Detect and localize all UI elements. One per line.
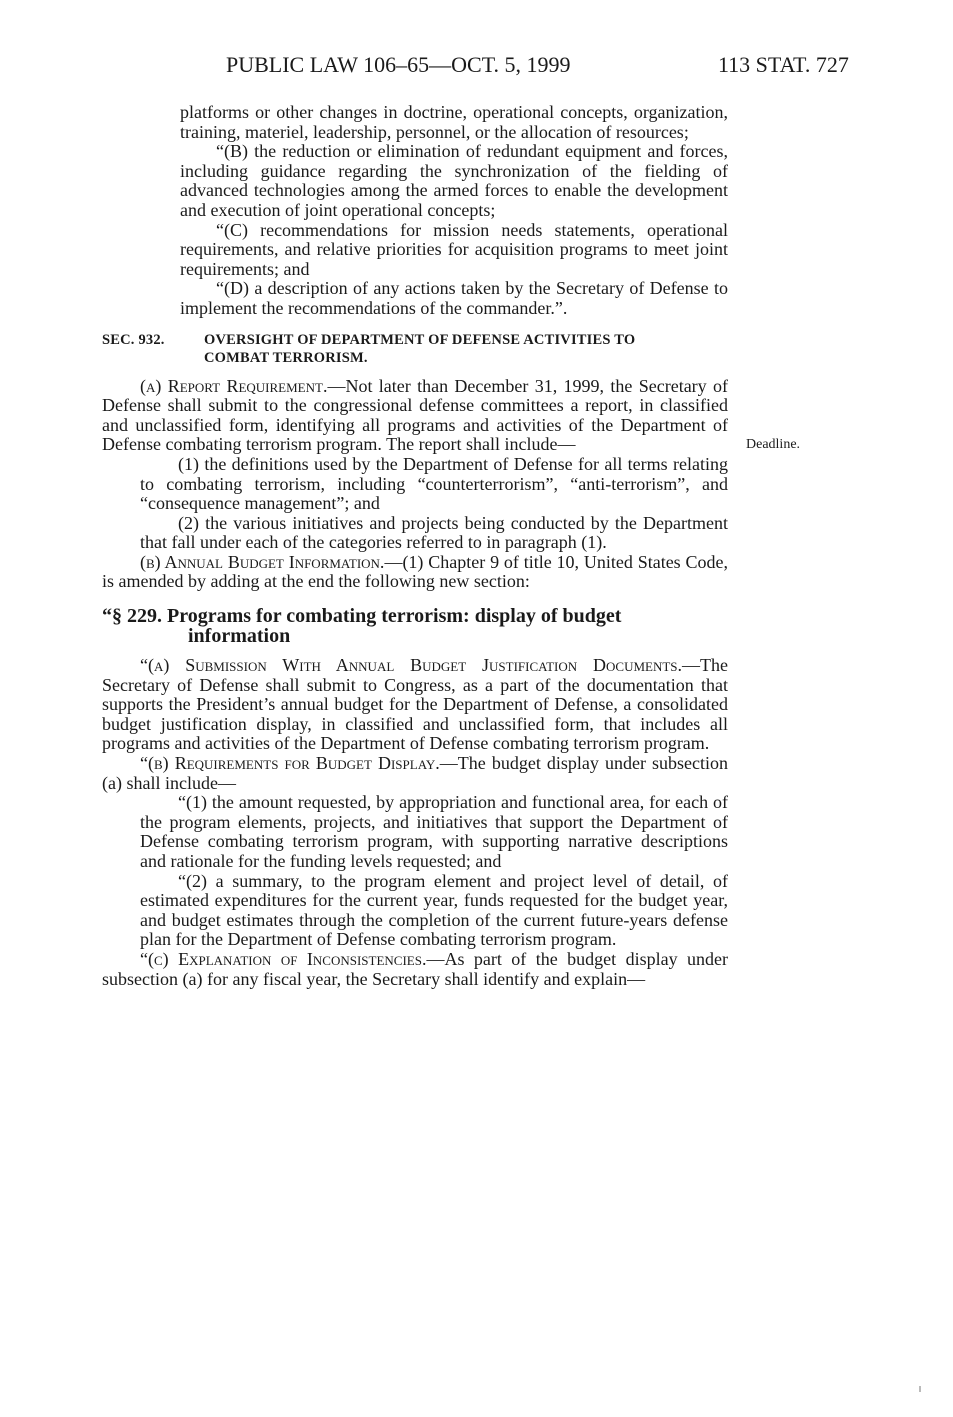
paragraph-2: (2) the various initiatives and projects being conducted by the Department that fall under each of the categories referred to in paragraph (1).: [140, 512, 728, 553]
new-subsection-a-text: —The Secretary of Defense shall submit to Congress, as a part of the documentation that supports the President’s annual budget for the Department of Defense, a consolidated budget justification display, in classified and unclassified form, that includes all programs and activities of the Department of Defense combating terrorism program.: [102, 655, 728, 754]
new-paragraph-2: “(2) a summary, to the program element and project level of detail, of estimated expenditures for the current year, funds requested for the budget year, and budget estimates through the completion of the current future-years defense plan for the Department of Defense combating terrorism program.: [140, 870, 728, 950]
section-title-line1: OVERSIGHT OF DEPARTMENT OF DEFENSE ACTIVITIES TO: [204, 331, 636, 348]
new-section-heading: [102, 606, 728, 646]
subsection-b: [102, 553, 728, 592]
paragraph-1: (1) the definitions used by the Department of Defense for all terms relating to combating terrorism, including “counterterrorism”, “anti-terrorism”, and “consequence management”; and: [140, 453, 728, 514]
section-heading: [102, 331, 728, 367]
scan-speck: [919, 1386, 921, 1392]
new-subsection-c-text: —As part of the budget display under subsection (a) for any fiscal year, the Secretary shall identify and explain—: [102, 948, 728, 989]
new-section-heading-line1: “§ 229. Programs for combating terrorism: display of budget: [102, 605, 622, 628]
subparagraph-b: “(B) the reduction or elimination of redundant equipment and forces, including guidance regarding the synchronization of the fielding of advanced technologies among the armed forces to enable the development and execution of joint operational concepts;: [180, 141, 728, 220]
new-subsection-c-heading: “(c) Explanation of Inconsistencies.: [140, 948, 427, 969]
subparagraph-d: “(D) a description of any actions taken by the Secretary of Defense to implement the recommendations of the commander.”.: [180, 278, 728, 318]
subsection-a: [102, 377, 728, 455]
subsection-a-heading: (a) Report Requirement.: [140, 375, 328, 396]
body-text: [102, 103, 728, 989]
header-page-number: 113 STAT. 727: [718, 52, 849, 77]
section-number: SEC. 932.: [102, 331, 165, 348]
new-paragraph-1: “(1) the amount requested, by appropriation and functional area, for each of the program elements, projects, and initiatives that support the Department of Defense combating terrorism program, with supporting narrative descriptions and rationale for the funding levels requested; and: [140, 792, 728, 871]
running-header: [0, 52, 953, 82]
margin-note-deadline: Deadline.: [746, 437, 801, 452]
subsection-a-text: —Not later than December 31, 1999, the Secretary of Defense shall submit to the congressional defense committees a report, in classified and unclassified form, identifying all programs and activities of the Department of Defense combating terrorism program. The report shall include—: [102, 375, 729, 455]
continued-paragraph: platforms or other changes in doctrine, operational concepts, organization, training, materiel, leadership, personnel, or the allocation of resources;: [180, 102, 728, 142]
header-citation: PUBLIC LAW 106–65—OCT. 5, 1999: [226, 52, 571, 77]
subparagraph-c: “(C) recommendations for mission needs statements, operational requirements, and relative priorities for acquisition programs to meet joint requirements; and: [180, 219, 728, 279]
subsection-b-heading: (b) Annual Budget Information.: [140, 551, 385, 572]
new-subsection-a: [102, 656, 728, 754]
new-subsection-b-text: —The budget display under subsection (a) shall include—: [102, 753, 728, 793]
new-subsection-c: [102, 950, 728, 989]
new-subsection-b-heading: “(b) Requirements for Budget Display.: [140, 753, 440, 774]
section-title-line2: COMBAT TERRORISM.: [204, 349, 368, 366]
new-section-heading-line2: information: [188, 625, 291, 648]
subsection-b-text: —(1) Chapter 9 of title 10, United States Code, is amended by adding at the end the following new section:: [102, 551, 729, 592]
new-subsection-b: [102, 754, 728, 793]
new-subsection-a-heading: “(a) Submission With Annual Budget Justification Documents.: [140, 655, 683, 676]
